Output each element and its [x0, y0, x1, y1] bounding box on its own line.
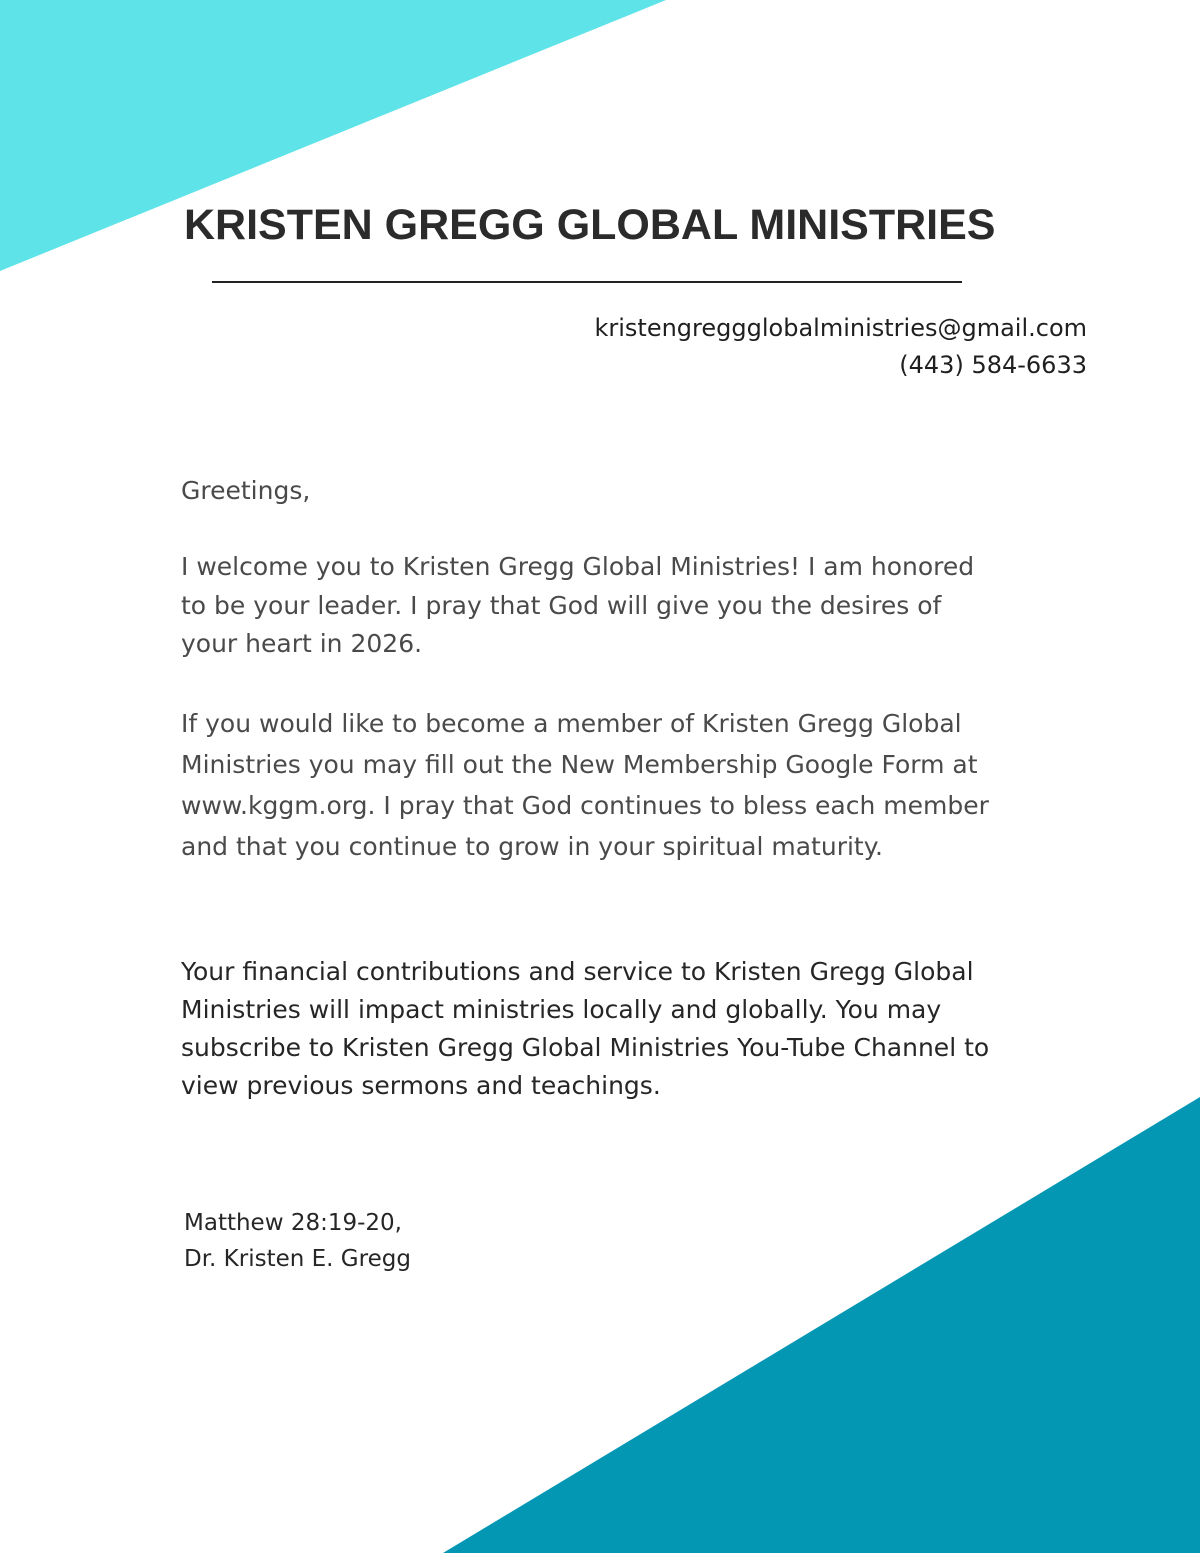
paragraph-welcome: I welcome you to Kristen Gregg Global Ministries! I am honored to be your leader. I pray that God will give you the desires of your heart in 2026.: [181, 552, 975, 658]
title-divider: [212, 281, 962, 283]
greeting: Greetings,: [181, 476, 311, 505]
contact-phone: (443) 584-6633: [899, 351, 1087, 379]
paragraph-membership: If you would like to become a member of Kristen Gregg Global Ministries you may fill out the New Membership Google Form at www.kggm.org. I pray that God continues to bless each member and that you continue to grow in your spiritual maturity.: [181, 709, 989, 861]
contact-block: [594, 310, 1087, 384]
bottom-right-accent-shape: [443, 1097, 1200, 1553]
contact-email: kristengreggglobalministries@gmail.com: [594, 314, 1087, 342]
organization-title: KRISTEN GREGG GLOBAL MINISTRIES: [184, 201, 996, 249]
signoff-name: Dr. Kristen E. Gregg: [184, 1246, 411, 1272]
signoff-verse: Matthew 28:19-20,: [184, 1210, 402, 1236]
paragraph-contributions: Your financial contributions and service to Kristen Gregg Global Ministries will impact ministries locally and globally. You may subscribe to Kristen Gregg Global Ministries You-Tube Channel to view previous sermons and teachings.: [181, 957, 990, 1100]
letter-body: [181, 472, 1011, 1100]
signoff-block: [184, 1205, 411, 1277]
